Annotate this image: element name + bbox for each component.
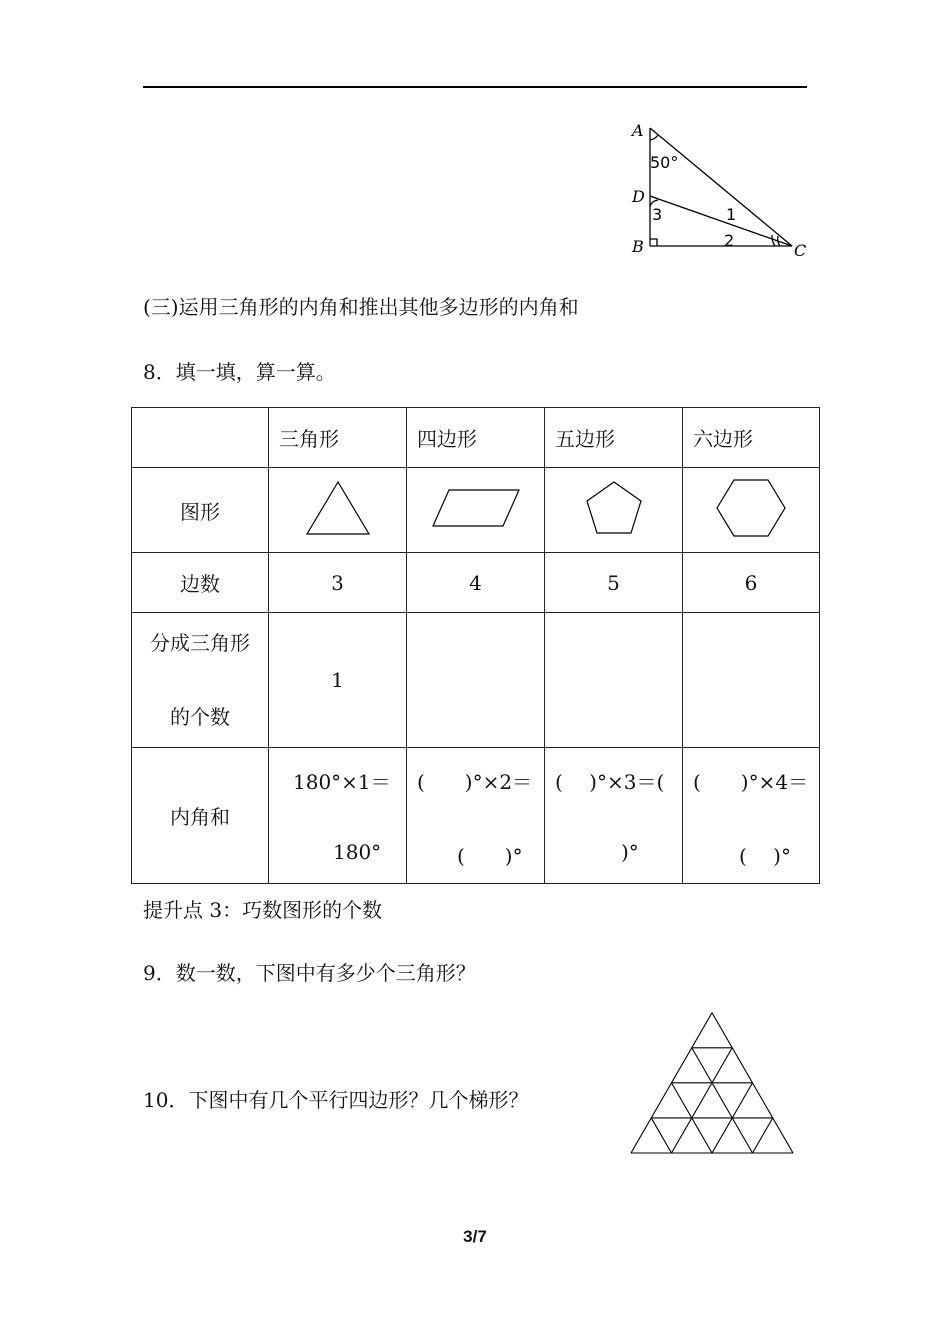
table-header-row	[132, 408, 820, 468]
sum-hexagon-line1: ( )°×4＝	[693, 770, 809, 794]
sum-pentagon[interactable]	[545, 748, 683, 884]
sum-quadrilateral-line2: ( )°	[457, 844, 523, 868]
page-number: 3/7	[463, 1227, 487, 1246]
sum-triangle	[269, 748, 407, 884]
split-quadrilateral[interactable]	[407, 613, 545, 748]
sum-quadrilateral[interactable]	[407, 748, 545, 884]
grid-line	[672, 1048, 733, 1153]
sides-pentagon: 5	[545, 553, 683, 613]
question-9: 9．数一数，下图中有多少个三角形？	[143, 961, 476, 985]
grid-line	[692, 1048, 753, 1153]
row-label-sides: 边数	[132, 553, 269, 613]
sum-triangle-line1: 180°×1＝	[293, 770, 391, 794]
section-heading: (三)运用三角形的内角和推出其他多边形的内角和	[143, 295, 579, 319]
row-label-shape: 图形	[132, 468, 269, 553]
split-hexagon[interactable]	[683, 613, 820, 748]
polygon-angle-table	[131, 407, 820, 884]
grid-line	[753, 1118, 773, 1153]
table-row-split	[132, 613, 820, 748]
table-row-sides	[132, 553, 820, 613]
header-pentagon: 五边形	[545, 408, 683, 468]
sides-hexagon: 6	[683, 553, 820, 613]
table-corner-cell	[132, 408, 269, 468]
row-label-split	[132, 613, 269, 748]
row-label-angle-sum: 内角和	[132, 748, 269, 884]
sum-quadrilateral-line1: ( )°×2＝	[417, 770, 533, 794]
tip-3-heading: 提升点 3：巧数图形的个数	[143, 898, 383, 922]
sides-quadrilateral: 4	[407, 553, 545, 613]
sum-hexagon-line2: ( )°	[739, 844, 791, 868]
label-C: C	[794, 241, 807, 260]
label-D: D	[632, 187, 645, 206]
triangle-grid-figure	[628, 1010, 798, 1160]
table-row-angle-sum	[132, 748, 820, 884]
shape-pentagon	[545, 468, 683, 553]
label-A: A	[632, 121, 644, 140]
angle-50-label: 50°	[650, 153, 679, 172]
row-label-split-line1: 分成三角形	[150, 631, 250, 655]
header-rule	[143, 86, 807, 88]
header-quadrilateral: 四边形	[407, 408, 545, 468]
header-hexagon: 六边形	[683, 408, 820, 468]
split-pentagon[interactable]	[545, 613, 683, 748]
split-triangle: 1	[269, 613, 407, 748]
shape-triangle	[269, 468, 407, 553]
sum-triangle-line2: 180°	[333, 840, 382, 864]
angle-2-label: 2	[724, 231, 735, 250]
label-B: B	[632, 237, 644, 256]
question-8-title: 8．填一填，算一算。	[143, 360, 336, 384]
question-10: 10．下图中有几个平行四边形？几个梯形？	[143, 1088, 529, 1112]
grid-line	[651, 1118, 671, 1153]
sides-triangle: 3	[269, 553, 407, 613]
sum-hexagon[interactable]	[683, 748, 820, 884]
shape-hexagon	[683, 468, 820, 553]
angle-1-label: 1	[726, 205, 737, 224]
header-triangle: 三角形	[269, 408, 407, 468]
sum-pentagon-line2: )°	[621, 840, 639, 864]
right-triangle-figure	[620, 118, 820, 263]
sum-pentagon-line1: ( )°×3＝(	[555, 770, 665, 794]
shape-parallelogram	[407, 468, 545, 553]
row-label-split-line2: 的个数	[170, 705, 230, 729]
angle-3-label: 3	[652, 205, 663, 224]
table-row-shapes	[132, 468, 820, 553]
